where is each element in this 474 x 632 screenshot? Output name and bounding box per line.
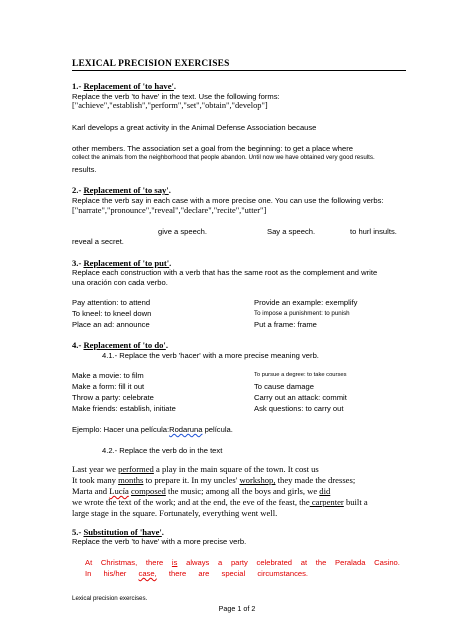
page-number: Page 1 of 2 [218, 604, 256, 613]
section-3-left-item: Pay attention: to attend [72, 298, 151, 307]
section-3-right-item: Provide an example: exemplify [254, 298, 358, 307]
section-4-text-line-4: we wrote the text of the work; and at the end, the eve of the feast, the carpenter built a [72, 497, 368, 507]
section-2-example-4: reveal a secret. [72, 237, 124, 246]
footer-title: Lexical precision exercises. [72, 595, 148, 602]
section-4-right-item: Ask questions: to carry out [254, 404, 344, 413]
section-2-verbs: ["narrate","pronounce","reveal","declare","recite","utter"] [72, 206, 267, 215]
section-1-text-line-4: results. [72, 165, 97, 174]
section-4-left-item: Make friends: establish, initiate [72, 404, 176, 413]
section-5-instruction: Replace the verb 'to have' with a more precise verb. [72, 537, 247, 546]
section-4-text-line-2: It took many months to prepare it. In my uncles' workshop, they made the dresses; [72, 475, 356, 485]
section-3-left-item: To kneel: to kneel down [72, 309, 152, 318]
section-5-sentence-1: At Christmas, there is always a party celebrated at the Peralada Casino. [85, 558, 400, 567]
section-4-left-item: Throw a party: celebrate [72, 393, 154, 402]
section-1-heading: 1.- Replacement of 'to have'. [72, 81, 177, 91]
section-2-example-2: Say a speech. [267, 227, 316, 236]
section-5-heading: 5.- Substitution of 'have'. [72, 527, 164, 537]
section-3-left-item: Place an ad: announce [72, 320, 150, 329]
section-4-right-item: To pursue a degree: to take courses [254, 372, 347, 378]
section-2-heading: 2.- Replacement of 'to say'. [72, 185, 171, 195]
section-2-example-1: give a speech. [158, 227, 207, 236]
section-4-subheading-1: 4.1.- Replace the verb 'hacer' with a more precise meaning verb. [102, 351, 319, 360]
section-4-heading: 4.- Replacement of 'to do'. [72, 340, 168, 350]
section-4-left-item: Make a movie: to film [72, 371, 144, 380]
section-4-text-line-3: Marta and Lucía composed the music; among all the boys and girls, we did [72, 486, 331, 496]
title-rule [72, 70, 406, 71]
section-1-text-line-1: Karl develops a great activity in the Animal Defense Association because [72, 123, 317, 132]
section-3-heading: 3.- Replacement of 'to put'. [72, 258, 172, 268]
section-2-example-3: to hurl insults. [350, 227, 397, 236]
section-1-text-line-3: collect the animals from the neighborhood that people abandon. Until now we have obtained very good results. [72, 154, 375, 161]
section-3-instruction-1: Replace each construction with a verb that has the same root as the complement and write [72, 268, 378, 277]
section-1-text-line-2: other members. The association set a goal from the beginning: to get a place where [72, 144, 353, 153]
section-1-instruction: Replace the verb 'to have' in the text. Use the following forms: [72, 92, 280, 101]
section-4-left-item: Make a form: fill it out [72, 382, 145, 391]
section-3-right-item: To impose a punishment: to punish [254, 310, 350, 317]
page-title: LEXICAL PRECISION EXERCISES [72, 59, 230, 69]
section-4-example: Ejemplo: Hacer una película:Rodaruna película. [72, 425, 233, 434]
section-4-subheading-2: 4.2.- Replace the verb do in the text [102, 446, 223, 455]
section-4-right-item: Carry out an attack: commit [254, 393, 347, 402]
section-1-forms: ["achieve","establish","perform","set","obtain","develop"] [72, 101, 268, 110]
section-3-instruction-2: una oración con cada verbo. [72, 278, 168, 287]
section-4-right-item: To cause damage [254, 382, 314, 391]
section-5-sentence-2: In his/her case, there are special circumstances. [85, 569, 308, 578]
section-4-text-line-5: large stage in the square. Fortunately, everything went well. [72, 508, 278, 518]
section-4-text-line-1: Last year we performed a play in the main square of the town. It cost us [72, 464, 319, 474]
section-2-instruction: Replace the verb say in each case with a more precise one. You can use the following verbs: [72, 196, 384, 205]
section-3-right-item: Put a frame: frame [254, 320, 317, 329]
